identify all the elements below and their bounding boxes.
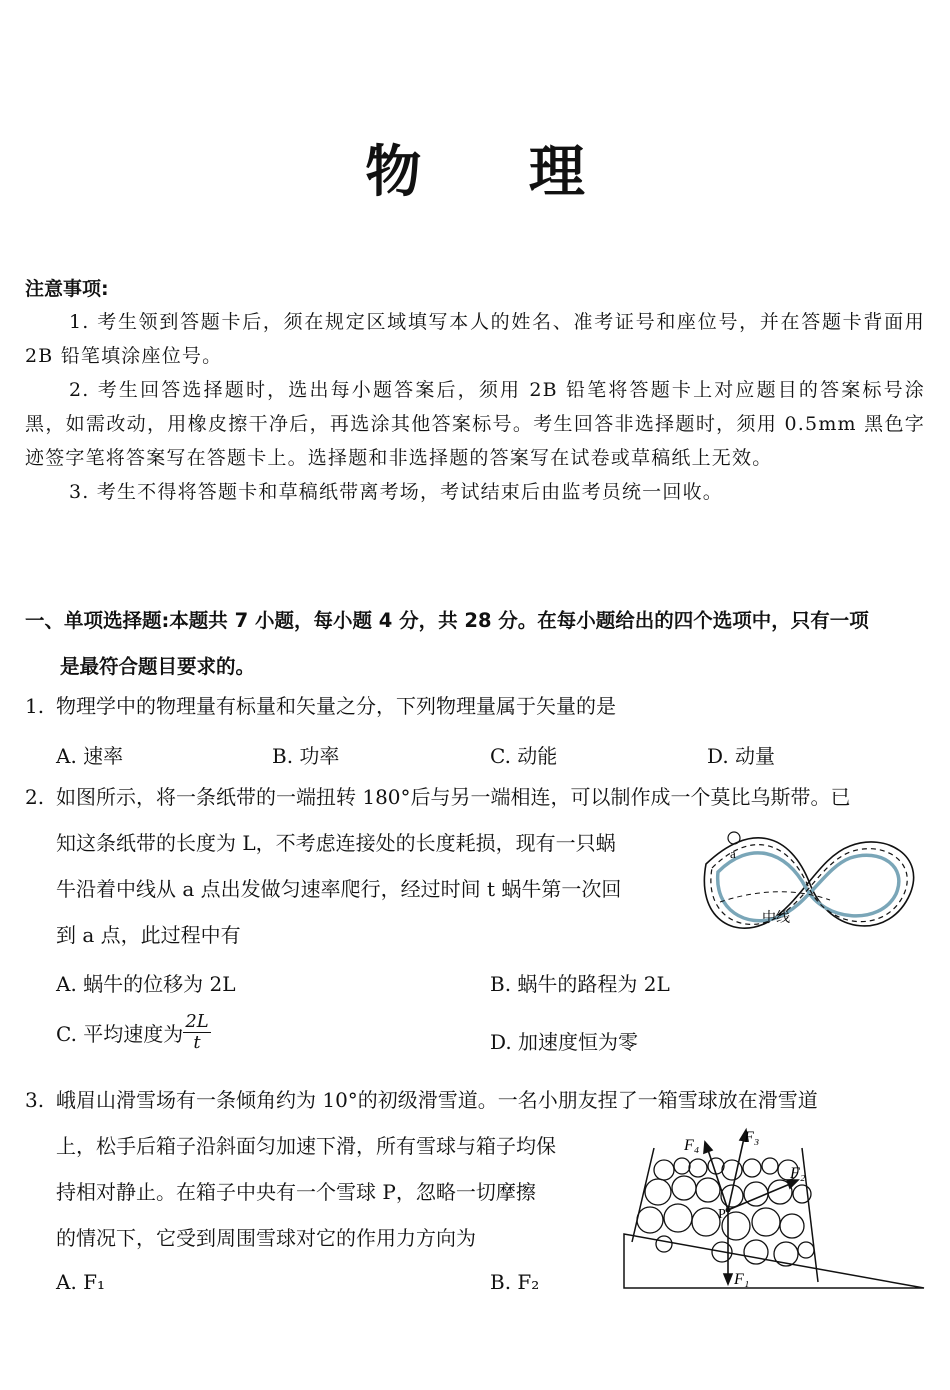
q3-option-b: B. F₂	[490, 1270, 540, 1294]
fraction-numerator: 2L	[185, 1011, 209, 1032]
snowball-label-p: P	[718, 1207, 726, 1222]
q2-line3: 牛沿着中线从 a 点出发做匀速率爬行，经过时间 t 蜗牛第一次回	[56, 877, 622, 901]
q1-option-c: C. 动能	[490, 744, 558, 768]
snail-icon	[728, 832, 740, 844]
q1-stem: 物理学中的物理量有标量和矢量之分，下列物理量属于矢量的是	[56, 694, 616, 718]
section-heading-line1: 一、单项选择题:本题共 7 小题，每小题 4 分，共 28 分。在每小题给出的四个选项中，只有一项	[25, 609, 869, 632]
notice-item: 1. 考生领到答题卡后，须在规定区域填写本人的姓名、准考证号和座位号，并在答题卡背面用 2B 铅笔填涂座位号。	[25, 311, 925, 367]
q3-line1: 峨眉山滑雪场有一条倾角约为 10°的初级滑雪道。一名小朋友捏了一箱雪球放在滑雪道	[56, 1088, 818, 1112]
fraction-denominator: t	[193, 1032, 201, 1053]
q3-line2: 上，松手后箱子沿斜面匀加速下滑，所有雪球与箱子均保	[56, 1134, 556, 1158]
section-heading	[25, 598, 930, 690]
q3-line4: 的情况下，它受到周围雪球对它的作用力方向为	[56, 1226, 476, 1250]
fraction	[183, 1012, 210, 1053]
force-label-f3: F₃	[744, 1129, 760, 1146]
notice-list	[25, 305, 925, 509]
q2-line4: 到 a 点，此过程中有	[56, 923, 241, 947]
force-label-f2: F₂	[790, 1165, 806, 1182]
q3-option-a: A. F₁	[56, 1270, 106, 1294]
q1-option-a: A. 速率	[56, 744, 124, 768]
figure-label-a: a	[730, 846, 736, 861]
figure-label-midline: 中线	[762, 911, 790, 926]
q2-option-b: B. 蜗牛的路程为 2L	[490, 972, 670, 996]
q1-number: 1.	[25, 694, 45, 718]
q2-option-a: A. 蜗牛的位移为 2L	[56, 972, 236, 996]
q3-line3: 持相对静止。在箱子中央有一个雪球 P，忽略一切摩擦	[56, 1180, 536, 1204]
force-label-f4: F₄	[684, 1137, 700, 1154]
notice-item: 2. 考生回答选择题时，选出每小题答案后，须用 2B 铅笔将答题卡上对应题目的答案标号涂黑，如需改动，用橡皮擦干净后，再选涂其他答案标号。考生回答非选择题时，须用 0.5mm 黑色字迹签字笔将答案写在答题卡上。选择题和非选择题的答案写在试卷或草稿纸上无效。	[25, 379, 925, 469]
section-heading-line2: 是最符合题目要求的。	[60, 655, 256, 678]
q2-option-c-prefix: C. 平均速度为	[56, 1022, 184, 1046]
q2-line1: 如图所示，将一条纸带的一端扭转 180°后与另一端相连，可以制作成一个莫比乌斯带。已	[56, 785, 851, 809]
page-title: 物 理	[365, 139, 629, 205]
mobius-strip-figure	[690, 822, 928, 942]
q2-number: 2.	[25, 785, 45, 809]
q1-option-b: B. 功率	[272, 744, 340, 768]
notice-heading: 注意事项:	[25, 278, 109, 300]
force-label-f1: F₁	[734, 1271, 750, 1288]
q2-line2: 知这条纸带的长度为 L，不考虑连接处的长度耗损，现有一只蜗	[56, 831, 616, 855]
notice-item: 3. 考生不得将答题卡和草稿纸带离考场，考试结束后由监考员统一回收。	[69, 481, 723, 503]
snowball-box-figure	[620, 1122, 930, 1292]
q2-option-c	[56, 1012, 211, 1053]
q3-number: 3.	[25, 1088, 45, 1112]
q1-option-d: D. 动量	[707, 744, 776, 768]
q2-option-d: D. 加速度恒为零	[490, 1030, 639, 1054]
